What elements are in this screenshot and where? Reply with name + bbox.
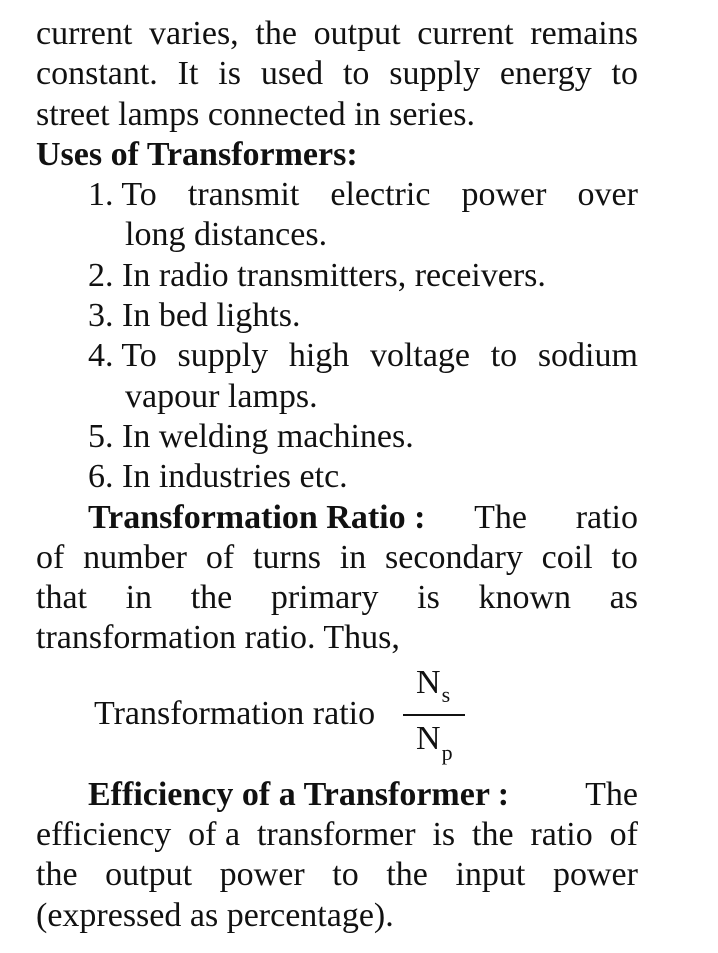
efficiency-line2 bbox=[36, 815, 638, 855]
item-1-text: 1. To bbox=[88, 176, 157, 214]
list-item bbox=[36, 336, 638, 376]
word: energy bbox=[499, 55, 592, 93]
word: to bbox=[611, 538, 638, 576]
word: as bbox=[609, 579, 638, 617]
ratio-title: Transformation Ratio : bbox=[88, 498, 426, 536]
word: input bbox=[455, 856, 526, 894]
word: is bbox=[218, 55, 241, 93]
uses-heading: Uses of Transformers: bbox=[36, 135, 358, 173]
word: It bbox=[177, 55, 199, 93]
word: varies, bbox=[149, 15, 239, 52]
efficiency-line4: (expressed as percentage). bbox=[36, 896, 394, 934]
word: current bbox=[36, 15, 133, 52]
word: ratio bbox=[575, 498, 638, 536]
word: in bbox=[125, 579, 153, 617]
efficiency-line3 bbox=[36, 855, 638, 895]
ratio-line3 bbox=[36, 578, 638, 618]
word: efficiency bbox=[36, 816, 172, 854]
word: is bbox=[432, 816, 456, 854]
word: is bbox=[417, 579, 440, 617]
efficiency-line1 bbox=[36, 775, 638, 815]
transformation-ratio-formula bbox=[36, 663, 638, 773]
word: The bbox=[474, 498, 527, 536]
word: of bbox=[36, 538, 65, 576]
formula-label: Transformation ratio bbox=[94, 694, 376, 732]
word: output bbox=[313, 15, 401, 52]
word: the bbox=[386, 856, 428, 894]
item-text: In bed lights. bbox=[122, 297, 301, 335]
word: power bbox=[219, 856, 305, 894]
word: high bbox=[288, 337, 350, 375]
formula-denominator: $N_p$ bbox=[416, 719, 453, 765]
word: number bbox=[83, 538, 187, 576]
word: to bbox=[490, 337, 518, 375]
word: the bbox=[255, 15, 297, 52]
word: primary bbox=[270, 579, 379, 617]
fraction-bar bbox=[403, 714, 465, 716]
word: of bbox=[609, 816, 638, 854]
word: used bbox=[260, 55, 324, 93]
item-text: In radio transmitters, receivers. bbox=[122, 256, 546, 294]
para1-line3: street lamps connected in series. bbox=[36, 95, 476, 133]
word: electric bbox=[330, 176, 431, 214]
word: ratio bbox=[530, 816, 593, 854]
list-item bbox=[36, 457, 638, 497]
ratio-line1 bbox=[36, 498, 638, 538]
word: secondary bbox=[385, 538, 523, 576]
word: remains bbox=[530, 15, 638, 52]
item-number: 6. bbox=[88, 458, 114, 496]
para1-line2 bbox=[36, 54, 638, 94]
word: sodium bbox=[537, 337, 638, 375]
item-number: 2. bbox=[88, 256, 114, 294]
word: turns bbox=[252, 538, 321, 576]
word: constant. bbox=[36, 55, 158, 93]
list-item bbox=[36, 296, 638, 336]
word: over bbox=[577, 176, 638, 214]
word: output bbox=[105, 856, 193, 894]
word: The bbox=[585, 775, 638, 813]
word: to bbox=[332, 856, 359, 894]
word: voltage bbox=[369, 337, 471, 375]
word: supply bbox=[177, 337, 269, 375]
list-item bbox=[36, 175, 638, 215]
ratio-line4: transformation ratio. Thus, bbox=[36, 619, 400, 657]
word: coil bbox=[541, 538, 593, 576]
word: current bbox=[417, 15, 514, 52]
list-item-continuation: long distances. bbox=[125, 216, 328, 254]
word: transformer bbox=[256, 816, 416, 854]
list-item bbox=[36, 417, 638, 457]
word: known bbox=[478, 579, 571, 617]
word: to bbox=[342, 55, 370, 93]
item-text: In welding machines. bbox=[122, 417, 414, 455]
word: that bbox=[36, 579, 87, 617]
word: of a bbox=[188, 816, 241, 854]
formula-numerator: $N_s$ bbox=[416, 663, 451, 707]
word: of bbox=[205, 538, 235, 576]
word: supply bbox=[389, 55, 480, 93]
item-number: 5. bbox=[88, 417, 114, 455]
item-4-text: 4. To bbox=[88, 337, 157, 375]
word: the bbox=[472, 816, 514, 854]
word: to bbox=[611, 55, 638, 93]
ratio-line2 bbox=[36, 538, 638, 578]
list-item bbox=[36, 256, 638, 296]
word: in bbox=[339, 538, 367, 576]
word: the bbox=[190, 579, 233, 617]
para1-line1 bbox=[36, 14, 638, 54]
item-text: In industries etc. bbox=[122, 458, 348, 496]
word: the bbox=[36, 856, 78, 894]
item-number: 3. bbox=[88, 297, 114, 335]
efficiency-title: Efficiency of a Transformer : bbox=[88, 775, 510, 813]
document-page bbox=[36, 14, 638, 936]
list-item-continuation: vapour lamps. bbox=[125, 377, 318, 415]
word: power bbox=[552, 856, 638, 894]
word: transmit bbox=[187, 176, 300, 214]
word: power bbox=[461, 176, 547, 214]
